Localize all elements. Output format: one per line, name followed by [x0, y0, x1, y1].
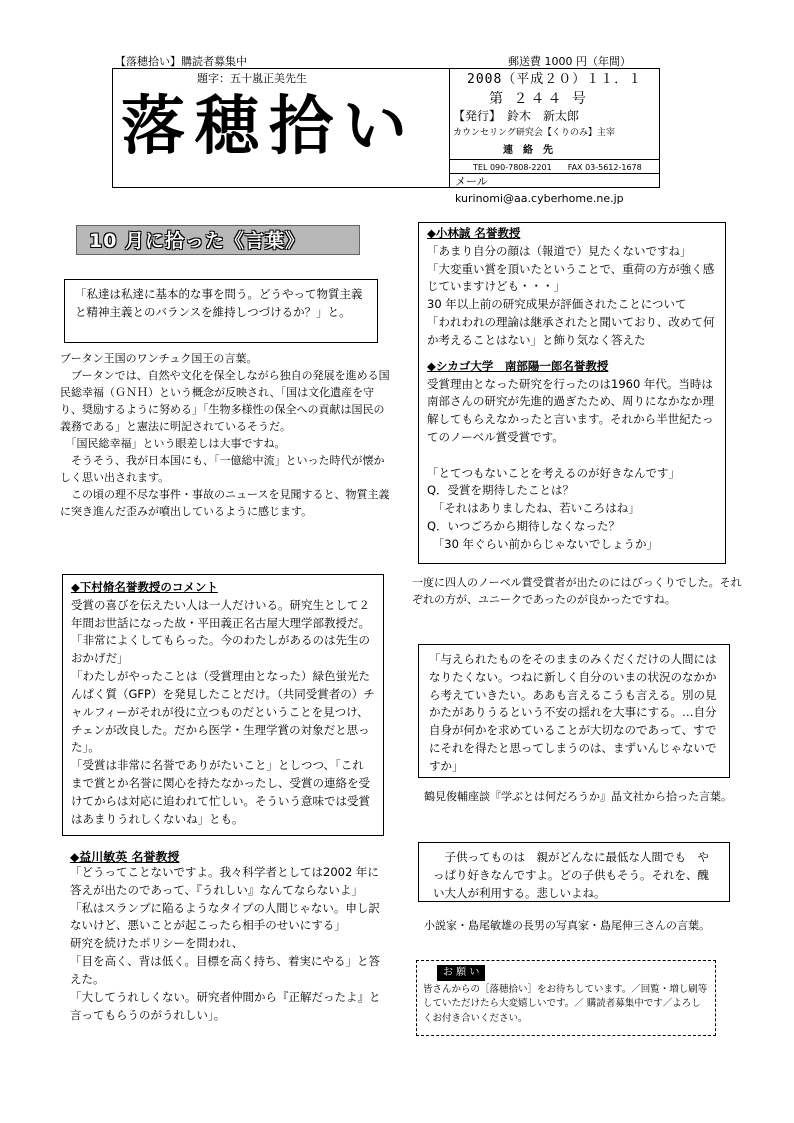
- nambu-body: 受賞理由となった研究を行ったのは1960 年代。当時は南部さんの研究が先進的過ぎたため、周りになかなか理解してもらえなかったと言います。それから半世紀たってのノーベル賞受賞です。 「とてつもないことを考えるのが好きなんです」 Q．受賞を期待したことは？ 「それはありましたね、若いころはね」 Q．いつごろから期待しなくなった？ 「30 年ぐらい前からじゃないでしょうか」: [427, 376, 715, 551]
- quote-text: 「与えられたものをそのままのみくだくだけの人間にはなりたくない。つねに新しく自分のいまの状況のなかから考えていきたい。ああも言えるこうも言える。別の見かたがありうるという不安の揺れを大事にする。…自分自身が何かを求めていることが大切なのであって、すでにそれを得たと思ってしまうのは、まずいんじゃないですか」: [429, 652, 717, 773]
- masthead-logo: 落穂拾い: [121, 89, 417, 164]
- postage-notice: 郵送費 1000 円（年間）: [508, 55, 631, 68]
- shimomura-comment-box: [62, 574, 384, 836]
- quote-text: 子供ってものは 親がどんなに最低な人間でも やっぱり好きなんですよ。どの子供もそう。それを、醜い大人が利用する。悲しいよね。: [433, 850, 709, 900]
- box-title: ◆下村脩名誉教授のコメント: [71, 580, 218, 594]
- section-banner-title: 10 月に拾った《言葉》: [89, 230, 306, 252]
- publisher: 【発行】 鈴木 新太郎: [453, 109, 580, 123]
- nambu-title: ◆シカゴ大学 南部陽一郎名誉教授: [427, 358, 609, 373]
- paragraph: 「国民総幸福」という眼差しは大事ですね。: [60, 437, 286, 451]
- request-box: [416, 960, 716, 1036]
- masukawa-title: ◆益川敏英 名誉教授: [70, 850, 180, 864]
- header-divider: [449, 69, 450, 187]
- quote-text: 「私達は私達に基本的な事を問う。どうやって物質主義と精神主義とのバランスを維持しつづけるか？」と。: [75, 287, 363, 319]
- paragraph: この頃の理不尽な事件・事故のニュースを見聞すると、物質主義に突き進んだ歪みが噴出しているように感じます。: [60, 488, 390, 519]
- quote-box-shimao: [418, 842, 730, 902]
- kobayashi-nambu-box: [418, 222, 726, 564]
- paragraph: ブータンでは、自然や文化を保全しながら独自の発展を進める国民総幸福（ＧＮＨ）という概念が反映され、「国は文化遺産を守り、奨励するように努める」「生物多様性の保全への貢献は国民の義務である」と憲法に明記されているそうだ。: [60, 369, 390, 434]
- kobayashi-title: ◆小林誠 名誉教授: [427, 226, 521, 240]
- request-body: 皆さんからの［落穂拾い］をお待ちしています。／回覧・増し刷等していただけたら大変嬉しいです。／ 購読者募集中です／よろしくお付き合いください。: [423, 983, 708, 1024]
- quote-box-wangchuck: [64, 279, 378, 343]
- kobayashi-body: 「あまり自分の顔は（報道で）見たくないですね」 「大変重い賞を頂いたということで、重荷の方が強く感じていますけども・・・」 30 年以上前の研究成果が評価されたことについて 「われわれの理論は継承されたと聞いており、改めて何か考えることはない」と飾り気なく答えた: [427, 243, 715, 347]
- quote-source: 小説家・島尾敏雄の長男の写真家・島尾伸三さんの言葉。: [424, 919, 710, 932]
- newsletter-header: [112, 68, 660, 205]
- masukawa-comment: [70, 864, 388, 1024]
- paragraph: そうそう、我が日本国にも、「一億総中流」といった時代が懐かしく思い出されます。: [60, 454, 385, 485]
- contact-label: 連 絡 先: [503, 145, 553, 156]
- quote-box-tsurumi: [418, 644, 730, 778]
- editor-note: 一度に四人のノーベル賞受賞者が出たのにはびっくりでした。それぞれの方が、ユニークであったのが良かったですね。: [412, 576, 742, 607]
- issue-number: 第 ２４４ 号: [489, 91, 589, 107]
- request-title: お 願 い: [437, 965, 485, 981]
- email-address: メール kurinomi@aa.cyberhome.ne.jp: [455, 175, 624, 205]
- phone-fax: TEL 090-7808-2201 FAX 03-5612-1678: [473, 163, 642, 172]
- calligraphy-credit: 題字：五十嵐正美先生: [197, 72, 307, 85]
- recruit-notice: 【落穂拾い】購読者募集中: [115, 55, 247, 68]
- bhutan-article: [60, 350, 390, 520]
- quote-source: 鶴見俊輔座談『学ぶとは何だろうか』晶文社から拾った言葉。: [424, 790, 732, 803]
- box-body: 受賞の喜びを伝えたい人は一人だけいる。研究生として２年間お世話になった故・平田義正名古屋大理学部教授だ。「非常によくしてもらった。今のわたしがあるのは先生のおかげだ」 「わたしがやったことは（受賞理由となった）緑色蛍光たんぱく質（GFP）を発見したことだけ。（共同受賞者の）チャルフィーがそれが役に立つものだということを見つけ、チェンが改良した。だから医学・生理学賞の対象だと思った」。 「受賞は非常に名誉でありがたいこと」としつつ、「これまで賞とか名誉に関心を持たなかったし、受賞の連絡を受けてからは対応に追われて忙しい。そういう意味では受賞はあまりうれしくないね」とも。: [71, 597, 375, 826]
- paragraph: ブータン王国のワンチュク国王の言葉。: [60, 352, 258, 365]
- section-banner: [76, 225, 360, 255]
- divider: [449, 159, 659, 160]
- masukawa-body: 「どうってことないですよ。我々科学者としては2002 年に答えが出たのであって、『うれしい』なんてならないよ」 「私はスランプに陥るようなタイプの人間じゃない。申し訳ないけど、悪いことが起こったら相手のせいにする」 研究を続けたポリシーを問われ、 「目を高く、背は低く。目標を高く持ち、着実にやる」と答えた。 「大してうれしくない。研究者仲間から『正解だったよ』と言ってもらうのがうれしい」。: [70, 865, 381, 1022]
- organization: カウンセリング研究会【くりのみ】主宰: [453, 128, 615, 138]
- issue-date: 2008（平成２０）１１．１: [467, 72, 643, 87]
